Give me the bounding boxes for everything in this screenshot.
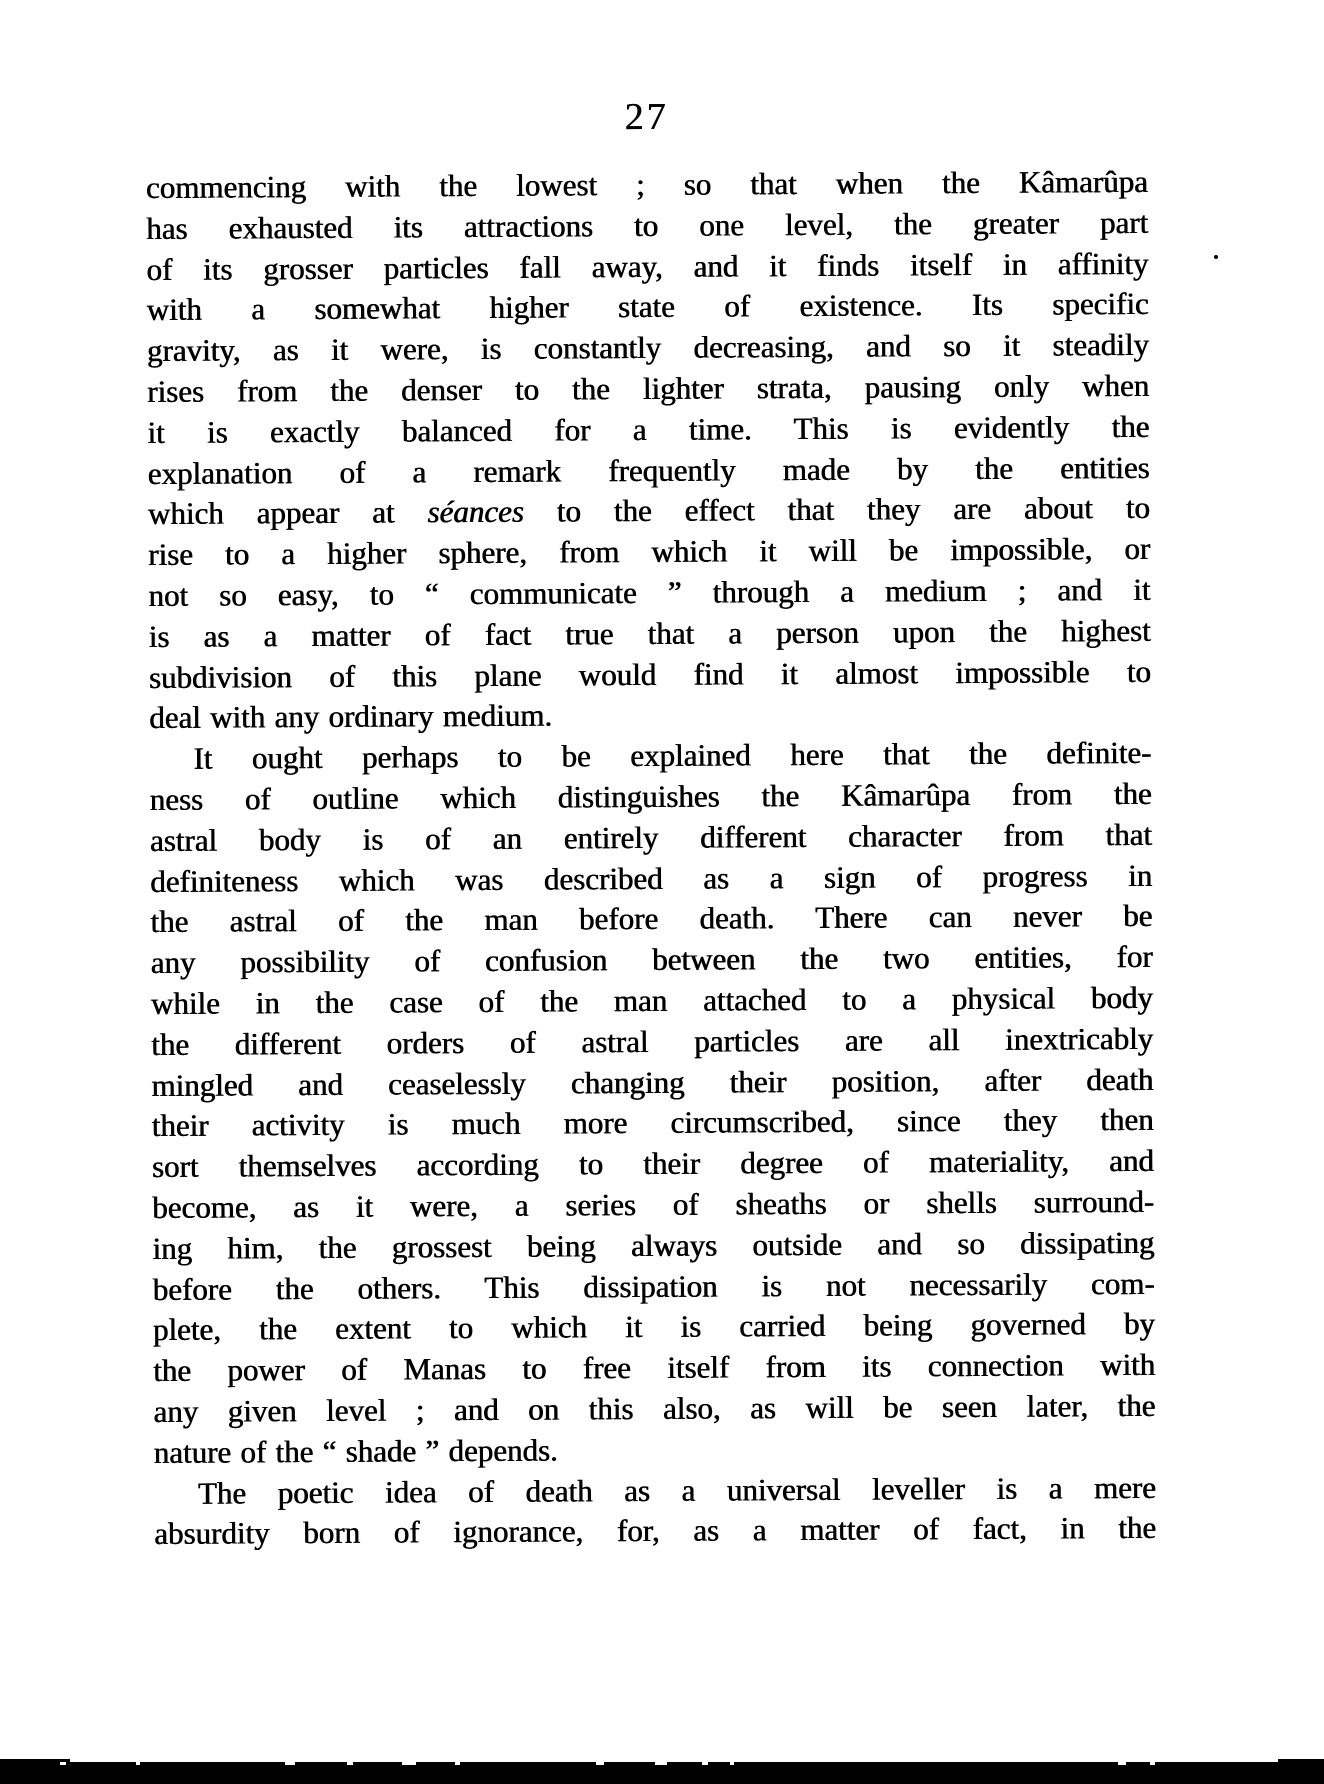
scan-speck <box>1214 255 1218 259</box>
text-line: their activity is much more circumscribed, since they then <box>151 1102 1154 1144</box>
text-line: nature of the “ shade ” depends. <box>153 1432 558 1470</box>
text-line: rise to a higher sphere, from which it will be impossible, or <box>148 531 1151 573</box>
scan-nick <box>702 1762 708 1765</box>
scan-nick <box>136 1762 140 1765</box>
text-line: of its grosser particles fall away, and it finds itself in affinity <box>146 245 1149 287</box>
text-line: The poetic idea of death as a universal leveller is a mere <box>197 1469 1157 1511</box>
page-text <box>146 162 1156 1555</box>
text-line: the astral of the man before death. There can never be <box>150 898 1153 940</box>
scan-nick <box>655 1762 667 1765</box>
text-line: definiteness which was described as a sign of progress in <box>150 857 1153 899</box>
text-line: while in the case of the man attached to a physical body <box>150 979 1154 1021</box>
text-line: become, as it were, a series of sheaths or shells surround- <box>152 1183 1155 1225</box>
scan-nick <box>347 1762 353 1765</box>
scan-nick <box>730 1762 734 1765</box>
text-line: commencing with the lowest ; so that when the Kâmarûpa <box>145 163 1149 205</box>
scan-nick <box>455 1762 460 1765</box>
text-line: sort themselves according to their degree of materiality, and <box>151 1142 1155 1185</box>
text-line: is as a matter of fact true that a person upon the highest <box>148 612 1151 654</box>
text-line: deal with any ordinary medium. <box>149 697 553 736</box>
text-line: gravity, as it were, is constantly decreasing, and so it steadily <box>146 327 1150 369</box>
text-line: not so easy, to “ communicate ” through a medium ; and it <box>148 571 1151 613</box>
scan-nick <box>285 1762 295 1765</box>
text-line: the power of Manas to free itself from its connection with <box>153 1346 1156 1389</box>
scan-bump <box>0 1759 70 1762</box>
text-line: any possibility of confusion between the two entities, for <box>150 939 1153 981</box>
text-line: has exhausted its attractions to one level, the greater part <box>146 204 1149 246</box>
text-line: plete, the extent to which it is carried being governed by <box>152 1306 1156 1348</box>
text-line: which appear at séances to the effect that they are about to <box>147 490 1151 532</box>
text-line: It ought perhaps to be explained here that the definite- <box>193 735 1152 776</box>
text-line: it is exactly balanced for a time. This is evidently the <box>147 408 1150 450</box>
scan-bump <box>1278 1759 1324 1762</box>
text-line: mingled and ceaselessly changing their position, after death <box>151 1061 1154 1103</box>
text-line: before the others. This dissipation is not necessarily com- <box>152 1265 1155 1307</box>
scan-nick <box>596 1762 604 1765</box>
scan-edge-bar <box>0 1762 1324 1784</box>
text-line: subdivision of this plane would find it almost impossible to <box>148 653 1152 695</box>
text-line: absurdity born of ignorance, for, as a matter of fact, in the <box>154 1510 1157 1552</box>
page-number: 27 <box>624 95 669 139</box>
scan-nick <box>60 1762 66 1765</box>
text-line: with a somewhat higher state of existence. Its specific <box>146 286 1149 328</box>
scan-nick <box>1118 1762 1126 1765</box>
text-line: astral body is of an entirely different character from that <box>149 816 1153 858</box>
text-line: ness of outline which distinguishes the Kâmarûpa from the <box>149 775 1152 817</box>
text-line: rises from the denser to the lighter strata, pausing only when <box>147 367 1150 409</box>
scan-nick <box>402 1762 416 1765</box>
text-line: the different orders of astral particles are all inextricably <box>151 1020 1154 1062</box>
text-line: explanation of a remark frequently made by the entities <box>147 449 1150 491</box>
scan-nick <box>1150 1762 1155 1765</box>
text-line: ing him, the grossest being always outside and so dissipating <box>152 1224 1155 1266</box>
text-line: any given level ; and on this also, as will be seen later, the <box>153 1387 1156 1429</box>
